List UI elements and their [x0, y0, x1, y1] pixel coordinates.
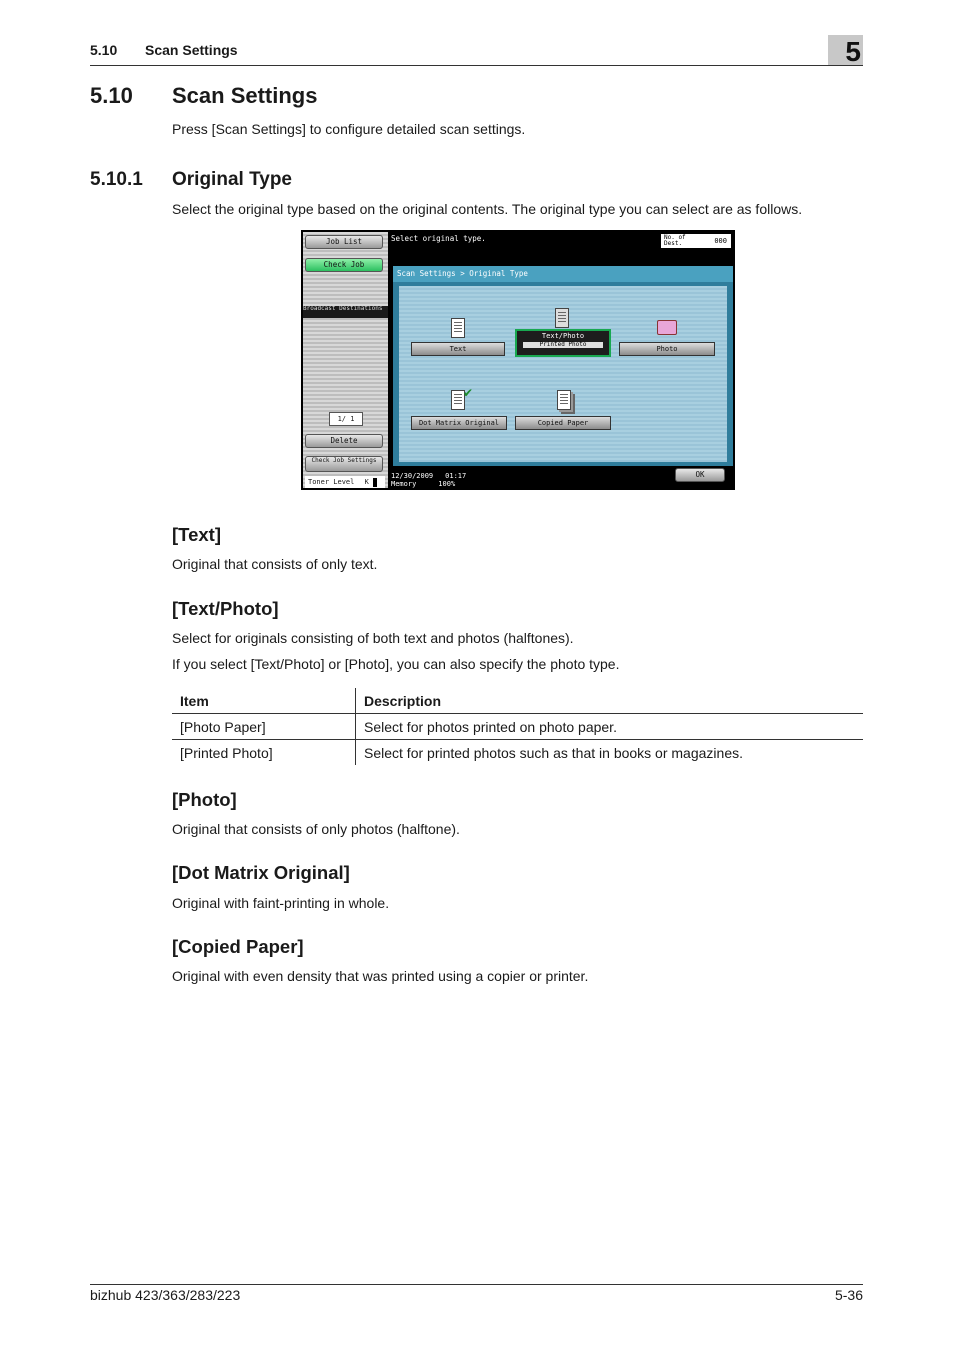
- toner-k-label: K: [364, 478, 369, 486]
- text-heading: [Text]: [172, 524, 221, 545]
- main-panel: [393, 266, 733, 466]
- copied-paper-heading: [Copied Paper]: [172, 936, 304, 957]
- status-bar: [391, 472, 466, 488]
- text-photo-label: Text/Photo: [541, 332, 585, 340]
- destination-count-label: No. of Dest.: [664, 234, 686, 247]
- footer-divider: [90, 1284, 863, 1285]
- table-row: [172, 714, 863, 740]
- job-list-button[interactable]: Job List: [305, 235, 383, 249]
- page-counter: 1/ 1: [329, 412, 363, 426]
- chapter-number: 5: [845, 36, 861, 67]
- photo-heading: [Photo]: [172, 789, 237, 810]
- message-text: Select original type.: [391, 234, 486, 243]
- subsection-number: 5.10.1: [90, 169, 143, 190]
- toner-bar: [373, 478, 377, 487]
- table-cell-item: [Printed Photo]: [172, 740, 356, 766]
- ok-button[interactable]: OK: [675, 468, 725, 482]
- text-photo-heading: [Text/Photo]: [172, 598, 279, 619]
- copied-paper-description: Original with even density that was printed using a copier or printer.: [172, 968, 589, 984]
- text-button[interactable]: Text: [411, 342, 505, 356]
- type-selection-area: [399, 286, 727, 462]
- header-divider: [90, 65, 863, 66]
- toner-level: [305, 476, 385, 488]
- running-header-number: 5.10: [90, 42, 118, 58]
- table-row: [172, 740, 863, 766]
- breadcrumb: Scan Settings > Original Type: [393, 266, 733, 282]
- printed-photo-label: Printed Photo: [523, 342, 603, 348]
- footer-page-number: 5-36: [834, 1287, 863, 1303]
- destination-count-value: 000: [714, 237, 727, 245]
- photo-button[interactable]: Photo: [619, 342, 715, 356]
- copied-paper-icon: [557, 390, 571, 410]
- table-cell-item: [Photo Paper]: [172, 714, 356, 740]
- table-header-row: [172, 688, 863, 714]
- checkmark-icon: ✔: [463, 386, 474, 400]
- destination-count: [661, 234, 731, 248]
- table-header-item: Item: [172, 688, 356, 714]
- photo-type-table: [172, 688, 863, 765]
- running-header-title: Scan Settings: [145, 42, 238, 58]
- subsection-title: Original Type: [172, 169, 293, 190]
- photo-icon: [657, 320, 677, 335]
- section-intro: Press [Scan Settings] to configure detailed scan settings.: [172, 121, 526, 137]
- section-title: Scan Settings: [172, 83, 318, 108]
- table-header-description: Description: [356, 688, 864, 714]
- section-heading: [90, 83, 317, 109]
- footer-model: bizhub 423/363/283/223: [90, 1287, 241, 1303]
- table-cell-description: Select for printed photos such as that in books or magazines.: [364, 744, 743, 761]
- left-panel: [303, 232, 388, 488]
- check-job-settings-button[interactable]: Check Job Settings: [305, 456, 383, 472]
- table-cell-description: Select for photos printed on photo paper.: [356, 714, 864, 740]
- original-type-screen: [301, 230, 735, 490]
- toner-level-label: Toner Level: [308, 478, 355, 486]
- check-job-button[interactable]: Check Job: [305, 258, 383, 272]
- broadcast-destinations-label: Broadcast Destinations: [303, 306, 388, 318]
- dot-matrix-description: Original with faint-printing in whole.: [172, 895, 390, 911]
- text-photo-button[interactable]: [515, 329, 611, 357]
- text-description: Original that consists of only text.: [172, 556, 378, 572]
- subsection-heading: [90, 169, 292, 191]
- subsection-intro: Select the original type based on the original contents. The original type you can select are as follows.: [172, 201, 803, 217]
- text-icon: [451, 318, 465, 338]
- running-header: [90, 42, 238, 58]
- status-memory-label: Memory: [391, 480, 417, 488]
- photo-description: Original that consists of only photos (halftone).: [172, 821, 460, 837]
- status-time: 01:17: [445, 472, 467, 480]
- dot-matrix-heading: [Dot Matrix Original]: [172, 862, 350, 883]
- text-photo-icon: [555, 308, 569, 328]
- text-photo-description: Select for originals consisting of both text and photos (halftones).: [172, 630, 574, 646]
- copied-paper-button[interactable]: Copied Paper: [515, 416, 611, 430]
- chapter-badge: [828, 35, 863, 65]
- delete-button[interactable]: Delete: [305, 434, 383, 448]
- status-memory-value: 100%: [438, 480, 456, 488]
- status-date: 12/30/2009: [391, 472, 434, 480]
- dot-matrix-button[interactable]: Dot Matrix Original: [411, 416, 507, 430]
- text-photo-note: If you select [Text/Photo] or [Photo], you can also specify the photo type.: [172, 656, 620, 672]
- section-number: 5.10: [90, 83, 133, 108]
